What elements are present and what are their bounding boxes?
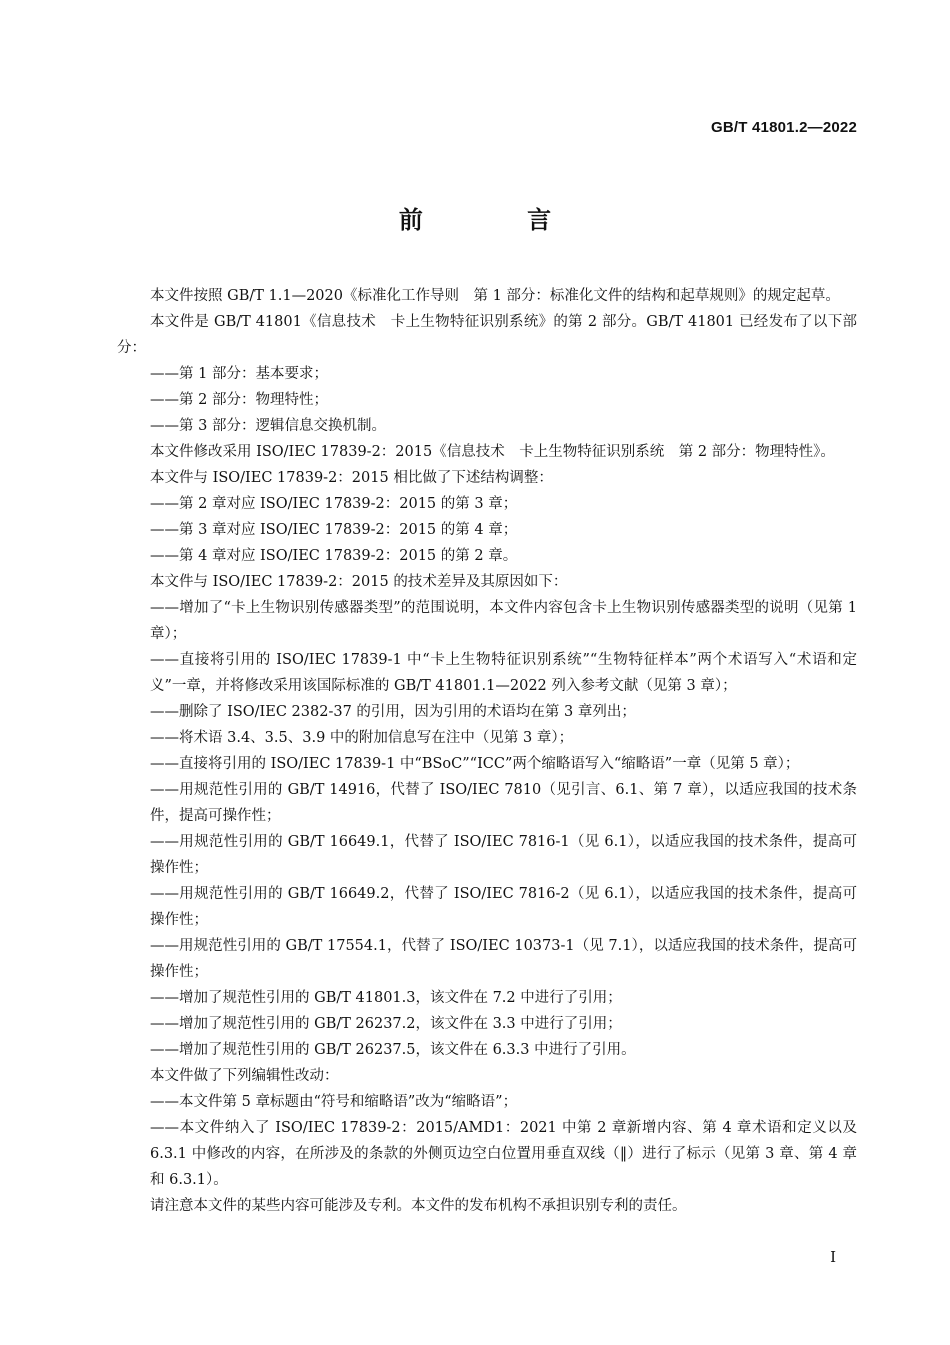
foreword-body <box>117 283 857 1219</box>
page-title: 前 言 <box>398 206 600 234</box>
standard-number: GB/T 41801.2—2022 <box>711 119 857 136</box>
paragraph: 本文件按照 GB/T 1.1—2020《标准化工作导则 第 1 部分：标准化文件的结构和起草规则》的规定起草。 <box>150 288 840 304</box>
paragraph: 请注意本文件的某些内容可能涉及专利。本文件的发布机构不承担识别专利的责任。 <box>150 1198 687 1214</box>
list-item: ——本文件第 5 章标题由“符号和缩略语”改为“缩略语”； <box>150 1094 518 1110</box>
paragraph: 本文件与 ISO/IEC 17839-2：2015 的技术差异及其原因如下： <box>150 574 568 590</box>
list-item: ——直接将引用的 ISO/IEC 17839-1 中“卡上生物特征识别系统”“生物特征样本”两个术语写入“术语和定义”一章，并将修改采用该国际标准的 GB/T 41801.1—2022 列入参考文献（见第 3 章）； <box>150 652 857 694</box>
list-item: ——本文件纳入了 ISO/IEC 17839-2：2015/AMD1：2021 中第 2 章新增内容、第 4 章术语和定义以及 6.3.1 中修改的内容，在所涉及的条款的外侧页边空白位置用垂直双线（‖）进行了标示（见第 3 章、第 4 章和 6.3.1）。 <box>150 1120 857 1188</box>
list-item: ——增加了“卡上生物识别传感器类型”的范围说明，本文件内容包含卡上生物识别传感器类型的说明（见第 1 章）； <box>150 600 857 642</box>
list-item: ——直接将引用的 ISO/IEC 17839-1 中“BSoC”“ICC”两个缩略语写入“缩略语”一章（见第 5 章）； <box>150 756 800 772</box>
list-item: ——第 3 部分：逻辑信息交换机制。 <box>150 418 386 434</box>
paragraph: 本文件做了下列编辑性改动： <box>150 1068 339 1084</box>
paragraph: 本文件修改采用 ISO/IEC 17839-2：2015《信息技术 卡上生物特征识别系统 第 2 部分：物理特性》。 <box>150 444 835 460</box>
list-item: ——第 4 章对应 ISO/IEC 17839-2：2015 的第 2 章。 <box>150 548 518 564</box>
list-item: ——第 2 章对应 ISO/IEC 17839-2：2015 的第 3 章； <box>150 496 518 512</box>
list-item: ——增加了规范性引用的 GB/T 41801.3，该文件在 7.2 中进行了引用； <box>150 990 622 1006</box>
list-item: ——用规范性引用的 GB/T 16649.2，代替了 ISO/IEC 7816-2（见 6.1），以适应我国的技术条件，提高可操作性； <box>150 886 857 928</box>
list-item: ——第 2 部分：物理特性； <box>150 392 328 408</box>
list-item: ——增加了规范性引用的 GB/T 26237.5，该文件在 6.3.3 中进行了引用。 <box>150 1042 636 1058</box>
list-item: ——第 1 部分：基本要求； <box>150 366 328 382</box>
list-item: ——增加了规范性引用的 GB/T 26237.2，该文件在 3.3 中进行了引用； <box>150 1016 622 1032</box>
paragraph: 本文件与 ISO/IEC 17839-2：2015 相比做了下述结构调整： <box>150 470 553 486</box>
list-item: ——将术语 3.4、3.5、3.9 中的附加信息写在注中（见第 3 章）； <box>150 730 574 746</box>
paragraph: 本文件是 GB/T 41801《信息技术 卡上生物特征识别系统》的第 2 部分。GB/T 41801 已经发布了以下部分： <box>117 314 857 356</box>
list-item: ——第 3 章对应 ISO/IEC 17839-2：2015 的第 4 章； <box>150 522 518 538</box>
list-item: ——用规范性引用的 GB/T 17554.1，代替了 ISO/IEC 10373-1（见 7.1），以适应我国的技术条件，提高可操作性； <box>150 938 857 980</box>
list-item: ——用规范性引用的 GB/T 14916，代替了 ISO/IEC 7810（见引言、6.1、第 7 章），以适应我国的技术条件，提高可操作性； <box>150 782 857 824</box>
page-number: I <box>830 1248 836 1266</box>
list-item: ——删除了 ISO/IEC 2382-37 的引用，因为引用的术语均在第 3 章列出； <box>150 704 636 720</box>
list-item: ——用规范性引用的 GB/T 16649.1，代替了 ISO/IEC 7816-1（见 6.1），以适应我国的技术条件，提高可操作性； <box>150 834 857 876</box>
